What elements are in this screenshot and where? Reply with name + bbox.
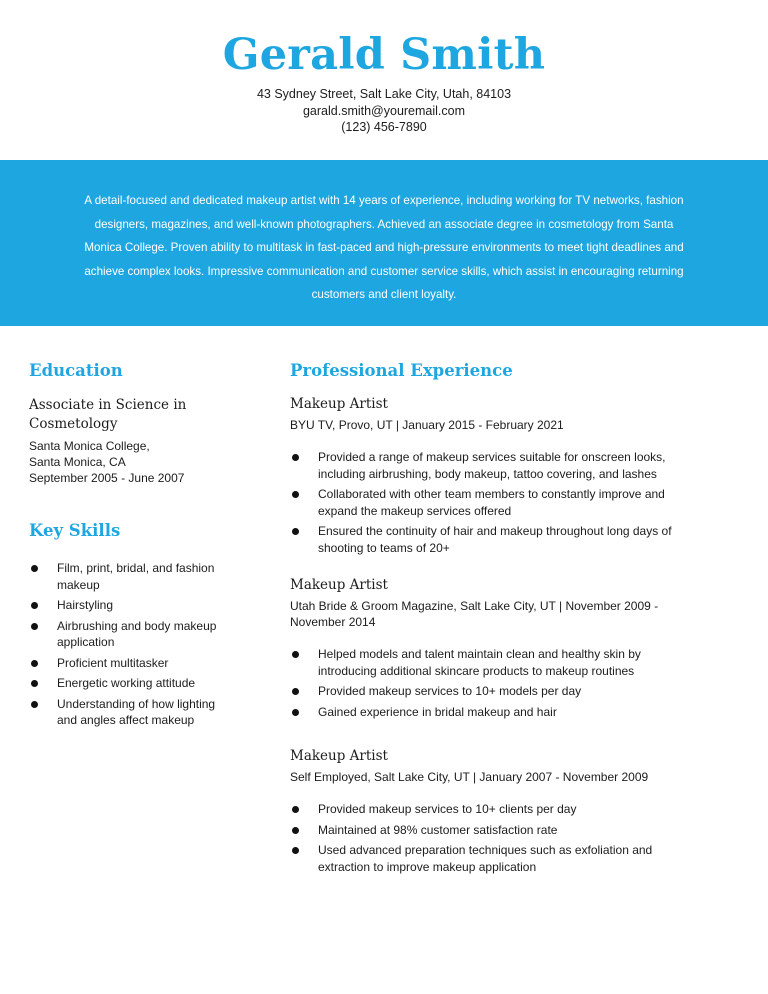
contact-address: 43 Sydney Street, Salt Lake City, Utah, 84103 bbox=[256, 87, 512, 101]
job-bullet: Maintained at 98% customer satisfaction rate bbox=[290, 822, 690, 839]
education-heading: Education bbox=[29, 361, 123, 380]
skill-item: Hairstyling bbox=[29, 597, 229, 614]
professional-summary: A detail-focused and dedicated makeup artist with 14 years of experience, including working for TV networks, fashion designers, magazines, and well-known photographers. Achieved an associate degree in cosmetology from Santa Monica College. Proven ability to multitask in fast-paced and high-pressure environments to meet tight deadlines and achieve complex looks. Impressive communication and customer service skills, which assist in encouraging returning customers and client loyalty. bbox=[84, 194, 684, 302]
job-bullet: Provided makeup services to 10+ models per day bbox=[290, 683, 690, 700]
job-meta: BYU TV, Provo, UT | January 2015 - February 2021 bbox=[290, 418, 564, 432]
job-entry bbox=[290, 577, 690, 724]
job-entry bbox=[290, 396, 690, 560]
education-location: Santa Monica, CA bbox=[29, 455, 126, 469]
job-bullet: Helped models and talent maintain clean and healthy skin by introducing additional skincare products to makeup routines bbox=[290, 646, 690, 679]
job-bullets bbox=[290, 801, 690, 875]
education-degree: Associate in Science in Cosmetology bbox=[29, 397, 187, 432]
candidate-name: Gerald Smith bbox=[222, 30, 546, 80]
job-bullet: Used advanced preparation techniques such as exfoliation and extraction to improve makeup application bbox=[290, 842, 690, 875]
education-school: Santa Monica College, bbox=[29, 439, 150, 453]
job-bullet: Gained experience in bridal makeup and hair bbox=[290, 704, 690, 721]
experience-heading: Professional Experience bbox=[290, 361, 513, 380]
job-bullets bbox=[290, 646, 690, 720]
job-bullet: Provided makeup services to 10+ clients per day bbox=[290, 801, 690, 818]
job-title: Makeup Artist bbox=[290, 396, 388, 412]
skill-item: Energetic working attitude bbox=[29, 675, 229, 692]
contact-email: garald.smith@youremail.com bbox=[302, 103, 466, 118]
contact-info bbox=[0, 86, 768, 136]
job-bullets bbox=[290, 449, 690, 556]
job-title: Makeup Artist bbox=[290, 748, 388, 764]
key-skills-section bbox=[29, 560, 229, 733]
education-dates: September 2005 - June 2007 bbox=[29, 471, 185, 485]
skill-item: Proficient multitasker bbox=[29, 655, 229, 672]
key-skills-heading: Key Skills bbox=[29, 521, 121, 540]
contact-phone: (123) 456-7890 bbox=[341, 120, 427, 134]
job-bullet: Collaborated with other team members to constantly improve and expand the makeup services offered bbox=[290, 486, 690, 519]
skill-item: Understanding of how lighting and angles affect makeup bbox=[29, 696, 229, 729]
job-bullet: Ensured the continuity of hair and makeup throughout long days of shooting to teams of 20+ bbox=[290, 523, 690, 556]
education-section bbox=[29, 396, 259, 486]
summary-banner bbox=[0, 160, 768, 326]
job-title: Makeup Artist bbox=[290, 577, 388, 593]
job-meta: Utah Bride & Groom Magazine, Salt Lake City, UT | November 2009 - November 2014 bbox=[290, 599, 659, 629]
job-entry bbox=[290, 748, 690, 879]
job-bullet: Provided a range of makeup services suitable for onscreen looks, including airbrushing, body makeup, tattoo covering, and lashes bbox=[290, 449, 690, 482]
job-meta: Self Employed, Salt Lake City, UT | January 2007 - November 2009 bbox=[290, 770, 649, 784]
skill-item: Airbrushing and body makeup application bbox=[29, 618, 229, 651]
key-skills-list bbox=[29, 560, 229, 729]
skill-item: Film, print, bridal, and fashion makeup bbox=[29, 560, 229, 593]
